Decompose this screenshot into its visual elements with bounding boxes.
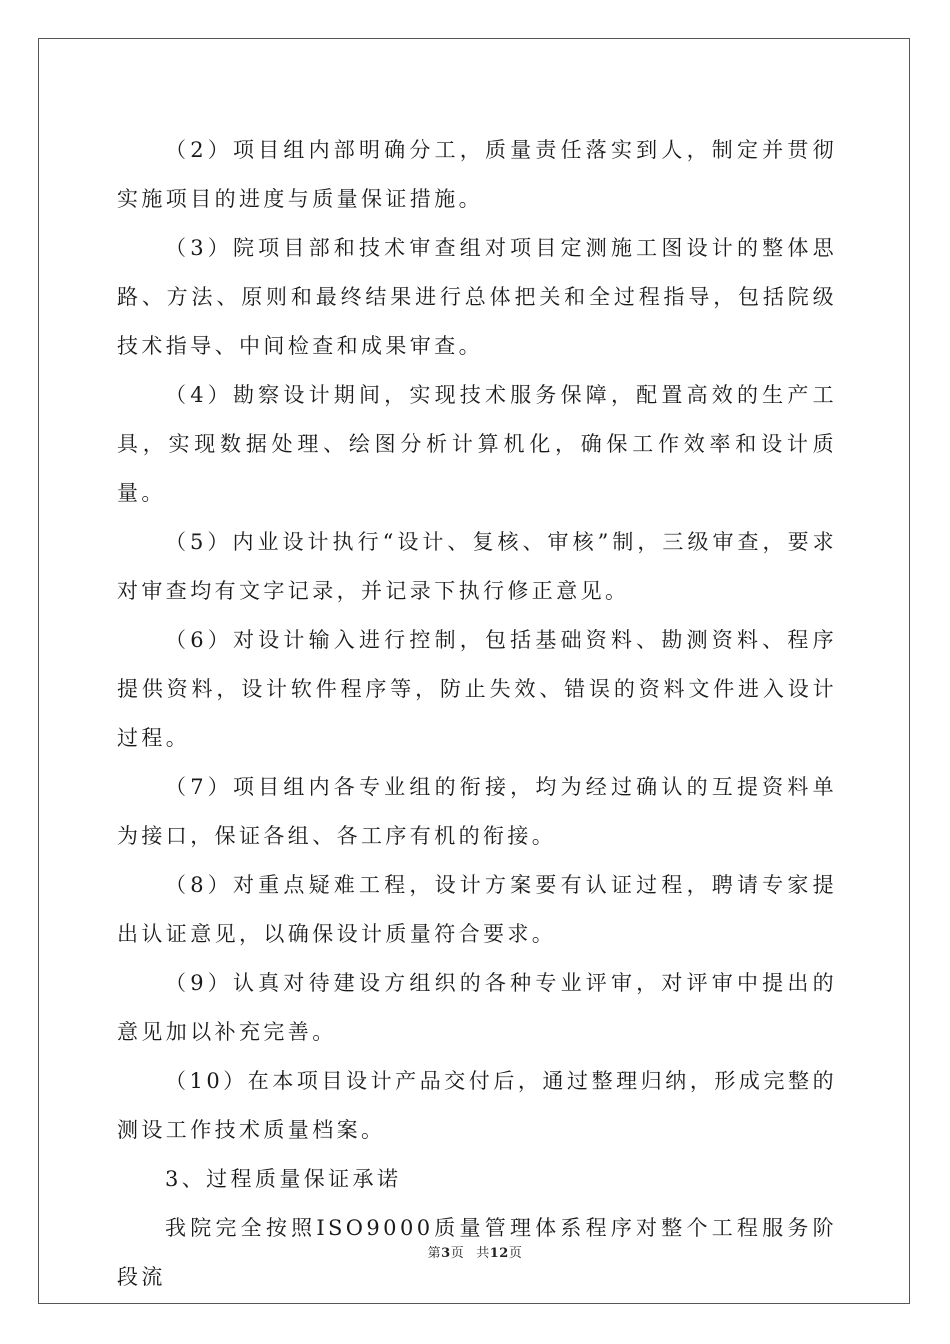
paragraph-item-8: （8）对重点疑难工程，设计方案要有认证过程，聘请专家提出认证意见，以确保设计质量符合要求。 (117, 873, 837, 946)
total-suffix: 页 (508, 1246, 523, 1261)
document-body (117, 126, 837, 1302)
paragraph-item-4: （4）勘察设计期间，实现技术服务保障，配置高效的生产工具，实现数据处理、绘图分析计算机化，确保工作效率和设计质量。 (117, 383, 837, 505)
page-footer (0, 1242, 950, 1261)
current-page-number: 3 (441, 1246, 451, 1261)
paragraph-item-6: （6）对设计输入进行控制，包括基础资料、勘测资料、程序提供资料，设计软件程序等，防止失效、错误的资料文件进入设计过程。 (117, 628, 837, 750)
paragraph-item-3: （3）院项目部和技术审查组对项目定测施工图设计的整体思路、方法、原则和最终结果进行总体把关和全过程指导，包括院级技术指导、中间检查和成果审查。 (117, 236, 837, 358)
total-prefix: 共 (476, 1246, 490, 1261)
paragraph-item-9: （9）认真对待建设方组织的各种专业评审，对评审中提出的意见加以补充完善。 (117, 971, 837, 1044)
total-page-count: 12 (489, 1246, 509, 1261)
paragraph-item-5: （5）内业设计执行“设计、复核、审核”制，三级审查，要求对审查均有文字记录，并记录下执行修正意见。 (117, 530, 837, 603)
page-suffix: 页 (450, 1246, 465, 1261)
paragraph-item-2: （2）项目组内部明确分工，质量责任落实到人，制定并贯彻实施项目的进度与质量保证措施。 (117, 138, 837, 211)
closing-paragraph: 我院完全按照ISO9000质量管理体系程序对整个工程服务阶段流 (117, 1216, 837, 1289)
paragraph-item-10: （10）在本项目设计产品交付后，通过整理归纳，形成完整的测设工作技术质量档案。 (117, 1069, 837, 1142)
page-prefix: 第 (427, 1246, 442, 1261)
paragraph-item-7: （7）项目组内各专业组的衔接，均为经过确认的互提资料单为接口，保证各组、各工序有机的衔接。 (117, 775, 837, 848)
section-heading: 3、过程质量保证承诺 (165, 1167, 402, 1191)
